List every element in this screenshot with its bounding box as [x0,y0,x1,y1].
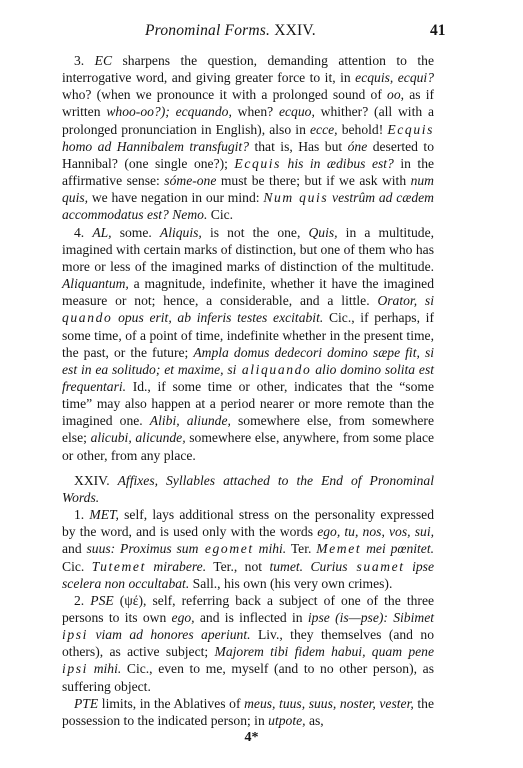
text-run: Ecquis [387,121,434,137]
text-run: opus erit, ab inferis testes excitabit. [112,310,324,326]
text-run: Ecquis [234,155,282,171]
text-run: XXIV. [74,472,118,488]
header-title: Pronominal Forms. [145,22,271,39]
text-run: 1. [74,507,90,523]
text-run: behold! [337,121,388,137]
text-run: aliquando [236,361,312,377]
text-run: Aliquis, [159,224,202,240]
text-run: sharpens the question, demanding attention to the interrogative word, and giving greater force to it, in [62,53,434,86]
text-run: meus, tuus, suus, noster, vester, [244,695,414,711]
text-run: utpote, [268,712,306,728]
text-run: and [62,541,87,557]
text-run: Cic., if perhaps, if some time, of a point of time, indefinite whether in the present time, the past, or the future; [62,310,434,360]
paragraph [62,52,434,224]
text-run: we have negation in our mind: [88,190,264,206]
body-text [62,52,434,729]
text-run: the possession to the indicated person; in [62,695,434,728]
text-run: deserted to Hannibal? (one single one?); [62,138,434,171]
signature-mark-text: 4* [244,730,259,745]
text-run: Ter., not [206,558,270,574]
text-run: suus: Proximus sum [86,541,199,557]
text-run: mei pœnitet. [361,541,435,557]
text-run: must be there; but if we ask with [216,173,411,189]
text-run: somewhere else, from somewhere else; [62,413,434,446]
paragraph [62,592,434,695]
text-run: alio domino solita est frequentari. [62,361,435,394]
text-run: sóme-one [164,173,217,189]
text-run: that is, Has but [249,138,348,154]
text-run: quando [62,310,113,326]
text-run: his in ædibus est? [281,155,394,171]
text-run: PTE [74,695,99,711]
text-run: in a multitude, imagined with certain marks of distinction, but one of them who has more or less of the imagined marks of distinction of the multitude. [62,224,435,274]
text-run: ecce, [310,121,338,137]
text-run: mihi. [88,661,122,677]
text-run: a magnitude, indefinite, whether it have the imagined measure or not; hence, a considerable, and a little. [62,276,434,309]
text-run: Alibi, aliunde, [149,413,231,429]
text-run: Cic., even to me, myself (and to no other person), as suffering object. [62,661,434,694]
text-run: egomet [198,541,254,557]
header-section: XXIV. [274,22,316,39]
text-run: Ampla domus dedecori domino sæpe fit, si est in ea solitudo; et maxime, si [62,344,435,377]
text-run: EC [94,53,113,68]
text-run: PSE [90,592,114,608]
text-run: 4. [74,224,93,240]
text-run: tumet. Curius [269,558,348,574]
text-run: Num quis [263,190,329,206]
text-run: alicubi, alicunde, [90,430,186,446]
text-run: in the affirmative sense: [62,155,435,189]
text-run: who? (when we pronounce it with a prolonged sound of [62,87,388,103]
text-run: viam ad honores aperiunt. [88,627,251,643]
text-run: is not the one, [201,224,309,240]
text-run: self, lays additional stress on the personality expressed by the word, and is used only with the words [62,507,435,540]
text-run: ecquo, [278,104,315,120]
text-run: ecquis, ecqui? [355,70,435,86]
running-header [0,22,523,44]
text-run: ipsi [62,627,89,643]
text-run: , as if written [62,87,434,120]
text-run: Memet [316,541,362,557]
text-run: ipse (is—pse): Sibimet [307,610,435,625]
text-run: as, [305,712,324,728]
page-number: 41 [430,22,446,39]
text-run: Sall., his own (his very own crimes). [189,575,393,591]
text-run: Id., if some time or other, indicates that the “some time” may also happen at a period nearer or more remote than the imagined one. [62,378,434,429]
text-run: Orator, si [377,293,434,309]
text-run: and is inflected in [194,610,308,625]
text-run: ego, [171,610,195,625]
running-title [145,22,316,40]
text-run: 3. [74,53,95,68]
text-run: ipsi [62,661,89,677]
text-run: óne [347,138,368,154]
text-run: mihi. [253,541,287,557]
text-run: suamet [347,558,405,574]
text-run: Ter. [286,541,317,557]
signature-mark [0,730,523,746]
text-run: Aliquantum, [62,276,129,292]
text-run: whoo-oo?); ecquando, [106,104,232,120]
text-run: 2. [74,592,91,608]
text-run: Affixes, Syllables attached to the End of Pronominal Words. [62,472,434,505]
section-heading [62,472,434,506]
text-run: Liv., they themselves (and no others), as active subject; [62,627,434,660]
text-run: Majorem tibi fidem habui, quam pene [214,644,434,660]
text-run: oo [387,87,401,103]
text-run: somewhere else, anywhere, from some place or other, from any place. [62,430,435,463]
text-run: ego, tu, nos, vos, sui, [317,524,434,540]
text-run: Quis, [308,224,338,240]
paragraph [62,695,434,729]
text-run: Tutemet [91,558,146,574]
text-run: AL, [92,224,112,240]
text-run: when? [231,104,279,120]
text-run: limits, in the Ablatives of [98,695,245,711]
text-run: MET, [89,507,119,523]
text-run: homo ad Hannibalem transfugit? [62,138,250,154]
text-run: ipse scelera non occultabat. [62,558,434,591]
paragraph [62,224,434,464]
text-run: vestrûm ad cædem accommodatus est? Nemo. [62,190,434,223]
text-run: Cic. [207,207,234,223]
text-run: some. [111,224,160,240]
text-run: (ψέ), self, referring back a subject of one of the three persons to its own [62,592,435,625]
text-run: whither? (all with a prolonged pronunciation in English), also in [62,104,435,137]
text-run: num quis, [62,173,434,206]
text-run: Cic. [62,558,92,574]
text-run: mirabere. [145,558,207,574]
paragraph [62,506,434,592]
